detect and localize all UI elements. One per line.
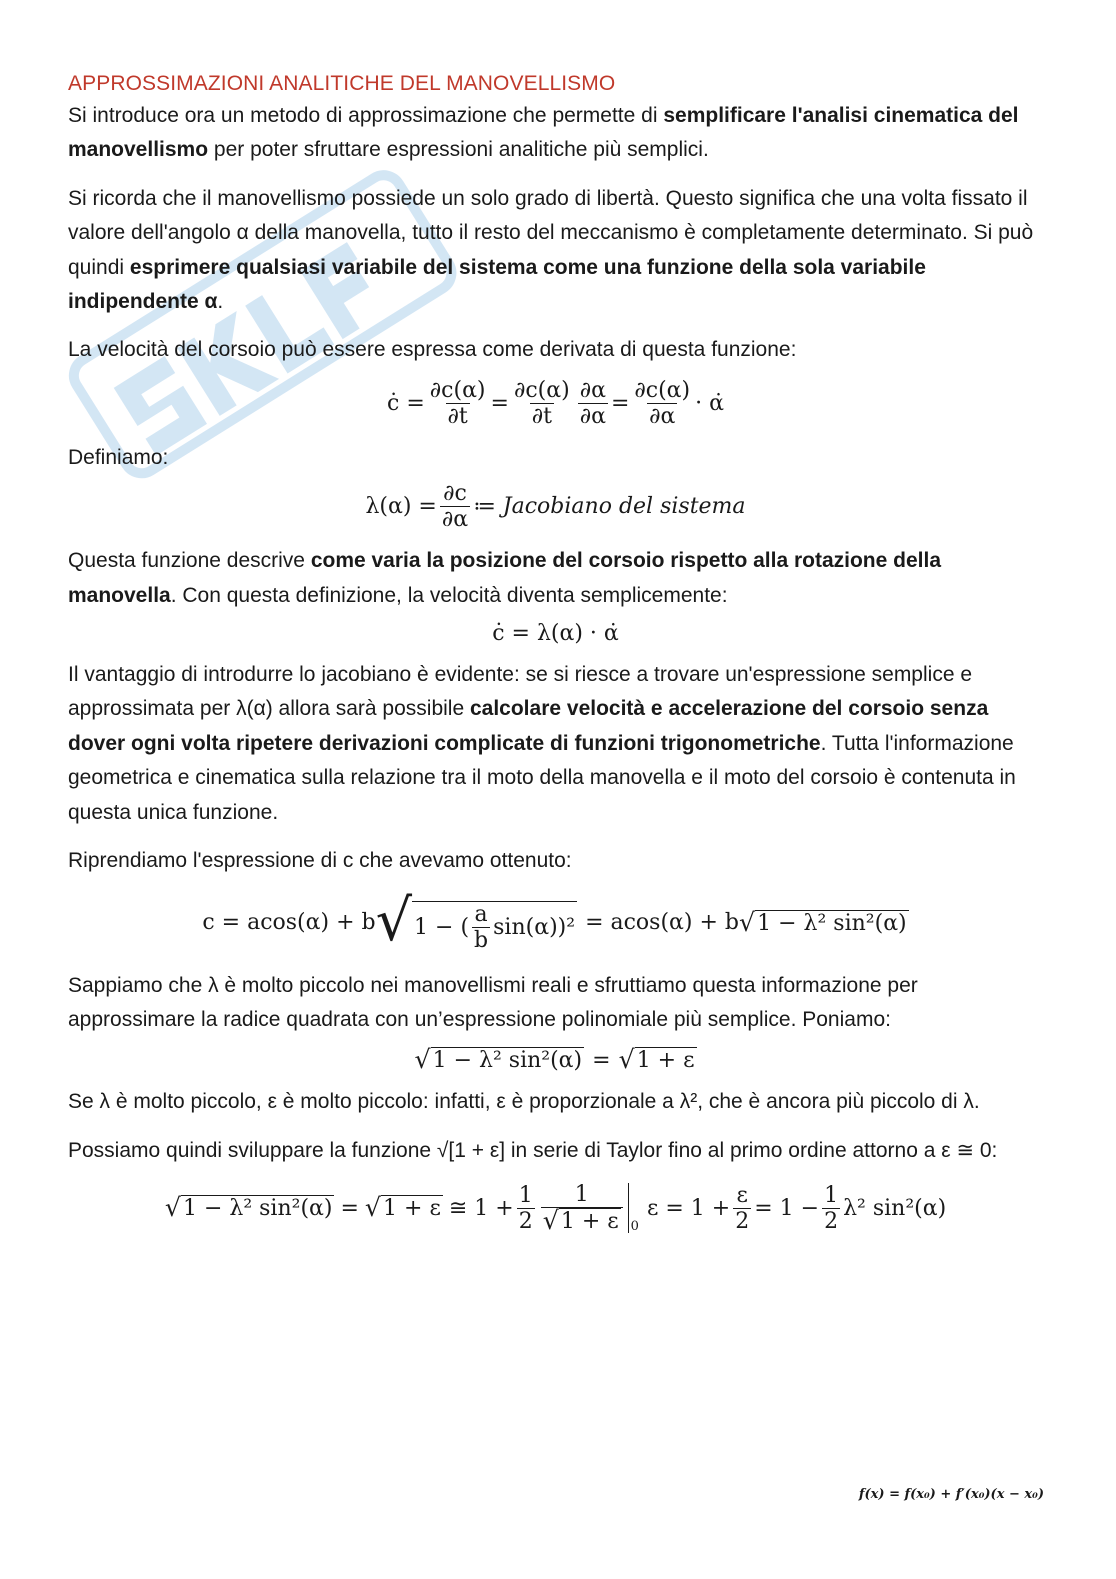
square-root: √ 1 − ( $\frac{a}{b}$ sin(α))² [375,887,576,954]
paragraph-4: Definiamo: [68,445,169,469]
square-root: √ 1 − λ² sin²(α) [164,1193,333,1223]
equation-velocity-jacobian: ċ = λ(α) · α̇ [492,621,619,647]
paragraph-10: Possiamo quindi sviluppare la funzione √[1 + ε] in serie di Taylor fino al primo ordine attorno a ε ≅ 0: [68,1138,998,1162]
paragraph-7: Riprendiamo l'espressione di c che avevamo ottenuto: [68,849,572,873]
square-root: √ 1 + ε [618,1045,695,1075]
equation-substitution: √ 1 − λ² sin²(α) = √ 1 + ε [414,1045,695,1075]
equation-slider-position: c = acos(α) + b √ 1 − ( $\frac{a}{b}$ sin(α))² = acos(α) + b √ 1 − λ² sin²(α) [202,887,907,954]
section-heading: APPROSSIMAZIONI ANALITICHE DEL MANOVELLISMO [68,72,616,95]
square-root: √ 1 − λ² sin²(α) [739,907,907,937]
paragraph-2: Si ricorda che il manovellismo possiede un solo grado di libertà. Questo significa che una volta fissato il valore dell'angolo α della manovella, tutto il resto del meccanismo è completamente determinato. Si può quindi esprimere qualsiasi variabile del sistema come una funzione della sola variabile indipendente α. [68,186,1034,314]
paragraph-6: Il vantaggio di introdurre lo jacobiano è evidente: se si riesce a trovare un'espressione semplice e approssimata per λ(α) allora sarà possibile calcolare velocità e accelerazione del corsoio senza dover ogni volta ripetere derivazioni complicate di funzioni trigonometriche. Tutta l'informazione geometrica e cinematica sulla relazione tra il moto della manovella e il moto del corsoio è contenuta in questa unica funzione. [68,663,1016,824]
square-root: √ 1 − λ² sin²(α) [414,1045,583,1075]
equation-jacobian-definition: λ(α) = $\frac{\partial c}{\partial\alpha}$ ≔ Jacobiano del sistema [365,481,746,533]
paragraph-3: La velocità del corsoio può essere espressa come derivata di questa funzione: [68,338,797,362]
paragraph-1: Si introduce ora un metodo di approssimazione che permette di semplificare l'analisi cinematica del manovellismo per poter sfruttare espressioni analitiche più semplici. [68,104,1019,162]
paragraph-8: Sappiamo che λ è molto piccolo nei manovellismi reali e sfruttiamo questa informazione per approssimare la radice quadrata con un’espressione polinomiale più semplice. Poniamo: [68,973,918,1031]
taylor-formula-note: f(x) = f(x₀) + f′(x₀)(x − x₀) [858,1487,1044,1502]
equation-velocity-derivative: ċ = $\frac{\partial c(\alpha)}{\partial t}$ = $\frac{\partial c(\alpha)}{\partial t}$ $\frac{\partial\alpha}{\partial\alpha}$ = $\frac{\partial c(\alpha)}{\partial\alpha}$ · α̇ [387,377,724,429]
equation-taylor-expansion: √ 1 − λ² sin²(α) = √ 1 + ε ≅ 1 + $\frac{1}{2}$ 1 √ 1 + ε 0 ε = 1 + $\frac{\varepsilon}{2}$ = 1 − $\frac{1}{2}$ λ² sin²(α) [164,1182,947,1236]
paragraph-9: Se λ è molto piccolo, ε è molto piccolo: infatti, ε è proporzionale a λ², che è ancora più piccolo di λ. [68,1090,980,1114]
page-content [68,72,1043,1246]
paragraph-5: Questa funzione descrive come varia la posizione del corsoio rispetto alla rotazione della manovella. Con questa definizione, la velocità diventa semplicemente: [68,549,941,607]
square-root: √ 1 + ε [364,1193,441,1223]
